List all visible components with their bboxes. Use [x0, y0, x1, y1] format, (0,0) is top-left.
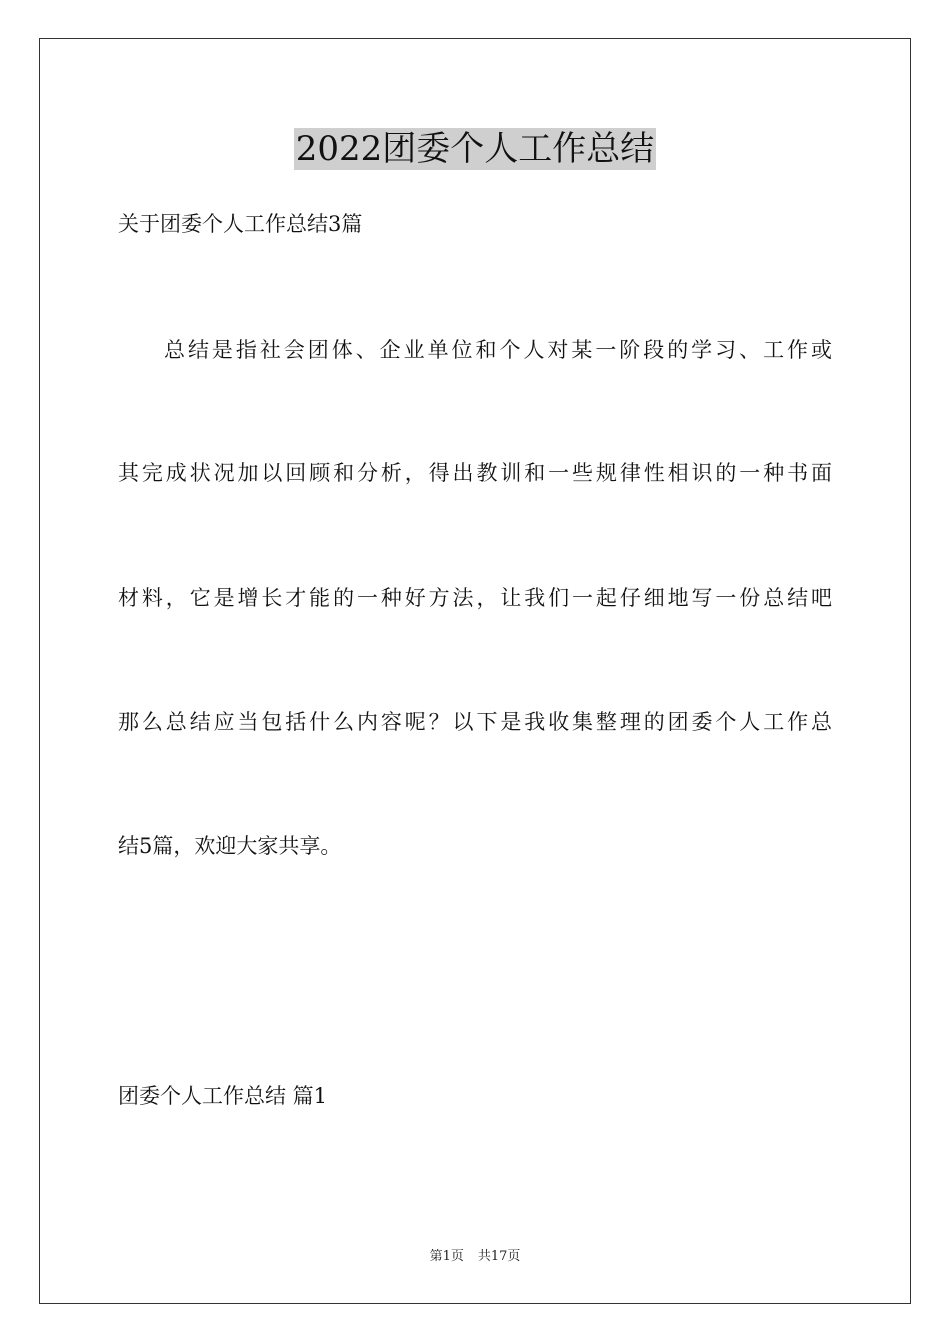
paragraph-line-5: 结5篇，欢迎大家共享。 [118, 834, 342, 858]
paragraph-line-2: 其完成状况加以回顾和分析，得出教训和一些规律性相识的一种书面 [118, 461, 832, 485]
paragraph-line-4: 那么总结应当包括什么内容呢？以下是我收集整理的团委个人工作总 [118, 710, 832, 734]
document-title [0, 128, 950, 170]
document-title-text: 2022团委个人工作总结 [295, 129, 655, 169]
page-number: 第1页 [429, 1249, 464, 1264]
section-heading: 团委个人工作总结 篇1 [118, 1084, 328, 1108]
paragraph-line-3: 材料，它是增长才能的一种好方法，让我们一起仔细地写一份总结吧 [118, 586, 832, 610]
document-subtitle: 关于团委个人工作总结3篇 [118, 212, 363, 236]
paragraph-line-1: 总结是指社会团体、企业单位和个人对某一阶段的学习、工作或 [164, 338, 832, 362]
page-total: 共17页 [477, 1249, 521, 1264]
page-footer [0, 1248, 950, 1266]
